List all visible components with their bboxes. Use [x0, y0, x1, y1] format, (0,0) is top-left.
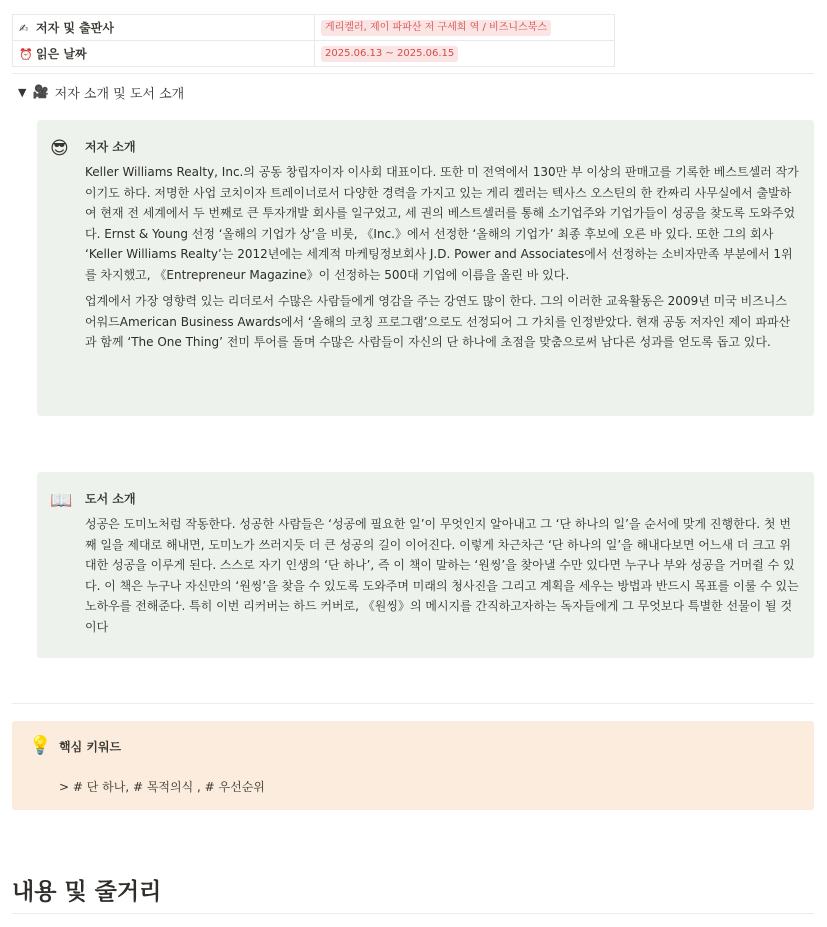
- open-book-icon: 📖: [50, 490, 73, 511]
- author-tag: 게리켈러, 제이 파파산 저 구세희 역 / 비즈니스북스: [321, 20, 551, 36]
- keywords-callout: [12, 721, 814, 810]
- property-key: ⏰ 읽은 날짜: [13, 41, 315, 67]
- book-paragraph: 성공은 도미노처럼 작동한다. 성공한 사람들은 ‘성공에 필요한 일’이 무엇인지 알아내고 그 ‘단 하나의 일’을 순서에 맞게 진행한다. 첫 번째 일을 제대로 해내면, 도미노가 쓰러지듯 더 큰 성공의 길이 이어진다. 이렇게 차근차근 ‘단 하나의 일’을 해내다보면 어느새 더 크고 위대한 성공을 이루게 된다. 스스로 자기 인생의 ‘단 하나’, 즉 이 책이 말하는 ‘원씽’을 찾아낼 수만 있다면 누구나 부와 성공을 거머쥘 수 있다. 이 책은 누구나 자신만의 ‘원씽’을 찾을 수 있도록 도와주며 미래의 청사진을 그리고 계획을 세우는 방법과 반드시 목표를 이룰 수 있는 노하우를 전해준다. 특히 이번 리커버는 하드 커버로, 《원씽》의 메시지를 간직하고자하는 독자들에게 그 무엇보다 특별한 선물이 될 것이다: [85, 517, 799, 634]
- keywords-callout-title: 핵심 키워드: [59, 740, 122, 754]
- property-value[interactable]: [315, 15, 615, 41]
- light-bulb-icon: 💡: [29, 735, 52, 756]
- property-row[interactable]: [13, 15, 615, 41]
- author-callout: [37, 120, 814, 416]
- writing-hand-icon: ✍: [19, 22, 29, 35]
- author-paragraph: 업계에서 가장 영향력 있는 리더로서 수많은 사람들에게 영감을 주는 강연도 많이 한다. 그의 이러한 교육활동은 2009년 미국 비즈니스 어워드American Business Awards에서 ‘올해의 코칭 프로그램’으로도 선정되어 그 가치를 인정받았다. 현재 공동 저자인 제이 파파산과 함께 ‘The One Thing’ 전미 투어를 돌며 수많은 사람들이 자신의 단 하나에 초점을 맞춤으로써 남다른 성과를 얻도록 돕고 있다.: [85, 294, 791, 349]
- sunglasses-face-icon: 😎: [50, 138, 69, 159]
- divider: [12, 703, 814, 704]
- alarm-clock-icon: ⏰: [19, 48, 33, 61]
- property-key: ✍ 저자 및 출판사: [13, 15, 315, 41]
- toggle-author-book-intro[interactable]: [18, 83, 184, 102]
- book-callout-title: 도서 소개: [85, 492, 136, 506]
- divider: [12, 913, 814, 914]
- properties-table: [12, 14, 615, 67]
- book-callout-body: [85, 514, 801, 643]
- date-tag: 2025.06.13 ~ 2025.06.15: [321, 46, 458, 62]
- book-callout: [37, 472, 814, 658]
- author-paragraph: Keller Williams Realty, Inc.의 공동 창립자이자 이사회 대표이다. 또한 미 전역에서 130만 부 이상의 판매고를 기록한 베스트셀러 작가이기도 하다. 저명한 사업 코치이자 트레이너로서 다양한 경력을 가지고 있는 게리 켈러는 텍사스 오스틴의 한 칸짜리 사무실에서 출발하여 현재 전 세계에서 두 번째로 큰 투자개발 회사를 일구었고, 세 권의 베스트셀러를 통해 소기업주와 기업가들이 성공을 찾도록 도와주었다. Ernst & Young 선정 ‘올해의 기업가 상’을 비롯, 《Inc.》에서 선정한 ‘올해의 기업가’ 최종 후보에 오른 바 있다. 또한 그의 회사 ‘Keller Williams Realty’는 2012년에는 세계적 마케팅정보회사 J.D. Power and Associates에서 선정하는 소비자만족 부분에서 1위를 차지했고, 《Entrepreneur Magazine》이 선정하는 500대 기업에 이름을 올린 바 있다.: [85, 165, 799, 282]
- section-heading: 내용 및 줄거리: [12, 879, 162, 905]
- author-callout-title: 저자 소개: [85, 140, 136, 154]
- property-value[interactable]: [315, 41, 615, 67]
- toggle-triangle-icon[interactable]: ▼: [18, 86, 27, 99]
- movie-camera-icon: 🎥: [32, 85, 49, 100]
- property-row[interactable]: [13, 41, 615, 67]
- divider: [12, 73, 814, 74]
- toggle-label: 저자 소개 및 도서 소개: [54, 87, 185, 102]
- keywords-text: > # 단 하나, # 목적의식 , # 우선순위: [59, 780, 265, 794]
- author-callout-body: [85, 162, 801, 359]
